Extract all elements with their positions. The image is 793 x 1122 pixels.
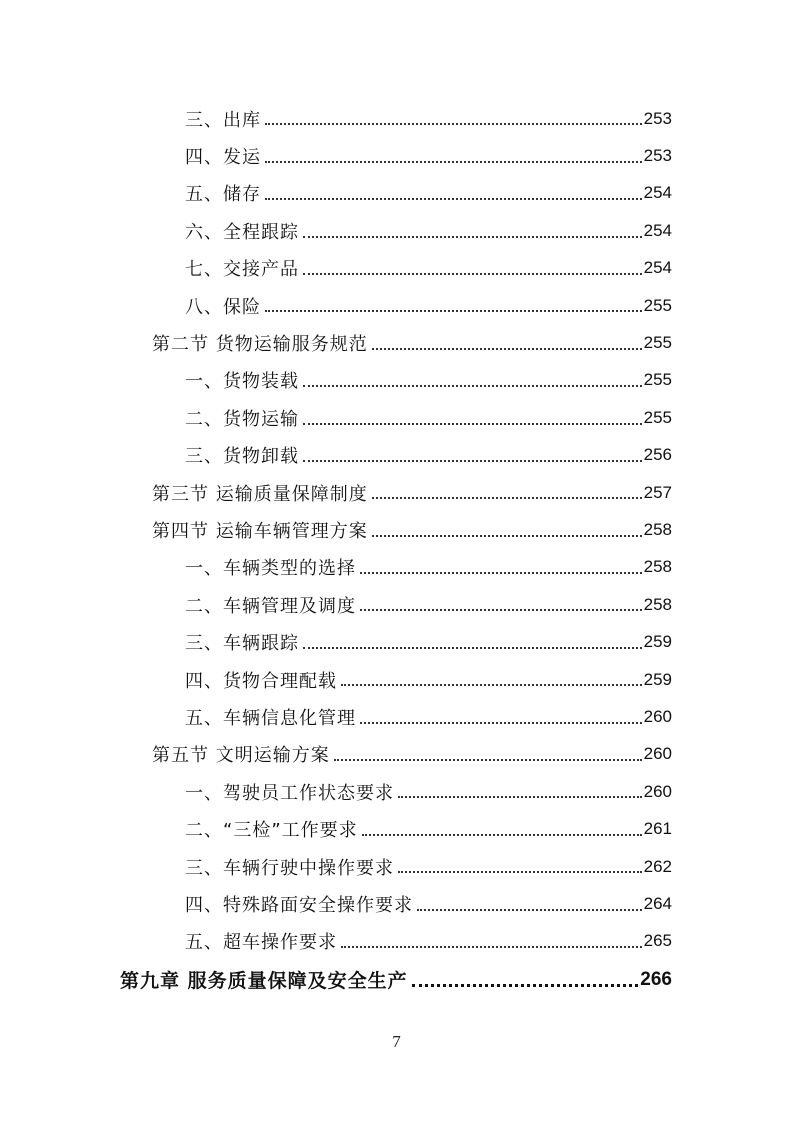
toc-item-entry[interactable] [0,549,672,586]
toc-entry-title: 三、货物卸载 [185,446,299,468]
toc-entry-title: 第二节 货物运输服务规范 [152,334,368,356]
toc-item-entry[interactable] [0,287,672,324]
toc-entry-page: 255 [643,333,672,353]
toc-dot-leader [341,945,642,948]
toc-entry-page: 254 [643,258,672,278]
toc-dot-leader [265,160,642,163]
toc-item-entry[interactable] [0,885,672,922]
toc-section-entry[interactable] [0,511,672,548]
toc-dot-leader [303,646,642,649]
toc-entry-page: 254 [643,220,672,240]
page-number: 7 [392,1032,401,1051]
toc-entry-page: 261 [643,819,672,839]
toc-entry-title: 三、出库 [185,109,261,131]
toc-entry-page: 258 [643,557,672,577]
toc-entry-page: 260 [643,706,672,726]
toc-dot-leader [334,758,642,761]
toc-dot-leader [303,422,642,425]
toc-entry-page: 255 [643,370,672,390]
toc-entry-page: 255 [643,407,672,427]
toc-item-entry[interactable] [0,437,672,474]
toc-entry-page: 265 [643,931,672,951]
toc-entry-title: 二、货物运输 [185,408,299,430]
toc-entry-page: 260 [643,781,672,801]
toc-item-entry[interactable] [0,362,672,399]
toc-item-entry[interactable] [0,698,672,735]
toc-entry-title: 第四节 运输车辆管理方案 [152,520,368,542]
toc-dot-leader [412,983,639,987]
toc-dot-leader [341,683,642,686]
toc-item-entry[interactable] [0,250,672,287]
toc-dot-leader [360,608,642,611]
toc-entry-title: 第九章 服务质量保障及安全生产 [120,970,408,993]
toc-item-entry[interactable] [0,212,672,249]
toc-dot-leader [372,496,642,499]
toc-dot-leader [303,384,642,387]
toc-section-entry[interactable] [0,736,672,773]
toc-entry-page: 259 [643,632,672,652]
toc-entry-page: 256 [643,445,672,465]
toc-dot-leader [360,571,642,574]
toc-item-entry[interactable] [0,399,672,436]
toc-entry-title: 二、“三检”工作要求 [185,820,358,842]
toc-item-entry[interactable] [0,175,672,212]
toc-entry-page: 266 [640,968,672,990]
toc-dot-leader [265,309,642,312]
toc-entry-page: 255 [643,295,672,315]
toc-entry-page: 253 [643,108,672,128]
toc-entry-page: 257 [643,482,672,502]
toc-dot-leader [303,459,642,462]
toc-entry-title: 三、车辆行驶中操作要求 [185,857,394,879]
toc-dot-leader [372,347,642,350]
toc-entry-title: 四、发运 [185,147,261,169]
toc-dot-leader [398,795,642,798]
toc-dot-leader [265,197,642,200]
table-of-contents [0,100,793,998]
toc-entry-title: 一、车辆类型的选择 [185,558,356,580]
toc-section-entry[interactable] [0,474,672,511]
toc-entry-title: 四、货物合理配载 [185,670,337,692]
toc-entry-title: 八、保险 [185,296,261,318]
toc-item-entry[interactable] [0,773,672,810]
toc-entry-page: 258 [643,519,672,539]
toc-item-entry[interactable] [0,810,672,847]
toc-dot-leader [398,870,642,873]
toc-dot-leader [303,235,642,238]
toc-entry-page: 254 [643,183,672,203]
toc-item-entry[interactable] [0,623,672,660]
toc-entry-title: 五、超车操作要求 [185,932,337,954]
toc-entry-page: 259 [643,669,672,689]
toc-entry-page: 258 [643,594,672,614]
toc-entry-title: 三、车辆跟踪 [185,633,299,655]
toc-entry-page: 260 [643,744,672,764]
toc-dot-leader [265,122,642,125]
toc-dot-leader [303,272,642,275]
toc-item-entry[interactable] [0,100,672,137]
toc-entry-title: 六、全程跟踪 [185,221,299,243]
toc-item-entry[interactable] [0,848,672,885]
toc-entry-title: 第五节 文明运输方案 [152,745,330,767]
toc-dot-leader [372,534,642,537]
toc-dot-leader [362,833,642,836]
toc-item-entry[interactable] [0,923,672,960]
toc-dot-leader [417,908,642,911]
toc-entry-page: 264 [643,893,672,913]
toc-dot-leader [360,721,642,724]
toc-entry-title: 一、驾驶员工作状态要求 [185,782,394,804]
toc-chapter-entry[interactable] [0,961,672,998]
toc-entry-page: 253 [643,146,672,166]
toc-entry-title: 五、车辆信息化管理 [185,707,356,729]
toc-entry-title: 五、储存 [185,184,261,206]
toc-entry-title: 七、交接产品 [185,259,299,281]
toc-entry-title: 一、货物装载 [185,371,299,393]
toc-entry-title: 四、特殊路面安全操作要求 [185,894,413,916]
toc-item-entry[interactable] [0,661,672,698]
toc-entry-page: 262 [643,856,672,876]
toc-item-entry[interactable] [0,586,672,623]
toc-entry-title: 二、车辆管理及调度 [185,595,356,617]
toc-section-entry[interactable] [0,324,672,361]
toc-entry-title: 第三节 运输质量保障制度 [152,483,368,505]
toc-item-entry[interactable] [0,137,672,174]
